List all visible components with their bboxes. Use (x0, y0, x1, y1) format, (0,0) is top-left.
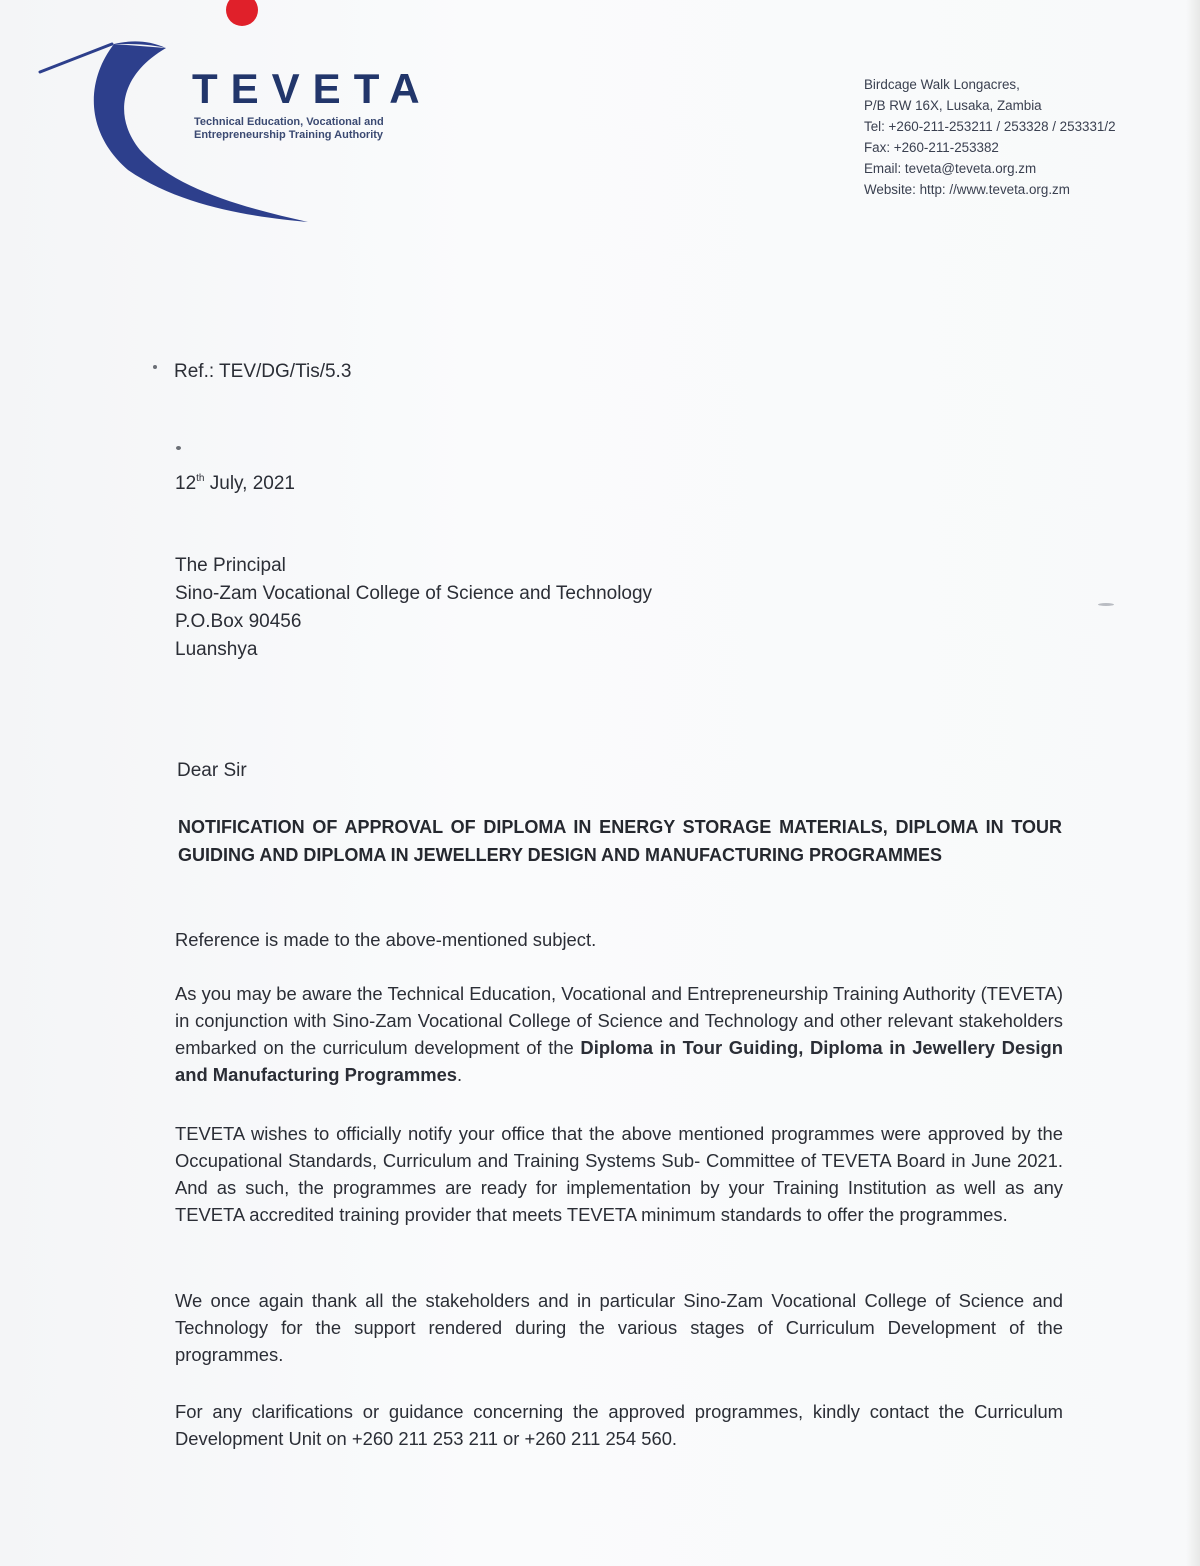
logo-subtitle-line: Technical Education, Vocational and (194, 116, 384, 128)
recipient-line: P.O.Box 90456 (175, 611, 302, 632)
scan-speck (1098, 603, 1114, 606)
teveta-logo (36, 0, 476, 230)
recipient-line: Luanshya (175, 639, 258, 660)
date-suffix: th (196, 473, 205, 484)
paragraph-text: . (457, 1064, 463, 1085)
address-line: Birdcage Walk Longacres, (864, 77, 1020, 92)
logo-subtitle-line: Entrepreneurship Training Authority (194, 129, 384, 141)
paragraph-contact: For any clarifications or guidance concerning the approved programmes, kindly contact the Curriculum Development Unit on +260 211 253 211 or +260 211 254 560. (175, 1401, 1063, 1449)
programme-names: Diploma in Tour Guiding, Diploma in Jewellery Design and Manufacturing Programmes (175, 1037, 1063, 1085)
letterhead-address (864, 74, 1116, 200)
paragraph-thanks: We once again thank all the stakeholders and in particular Sino-Zam Vocational College of Science and Technology for the support rendered during the various stages of Curriculum Development of the programmes. (175, 1290, 1063, 1365)
scan-speck (176, 446, 181, 450)
scan-speck (153, 365, 157, 369)
date-month-year: July, 2021 (204, 473, 295, 494)
fax-line: Fax: +260-211-253382 (864, 140, 999, 155)
email-line: Email: teveta@teveta.org.zm (864, 161, 1037, 176)
date-day: 12 (175, 473, 197, 494)
reference-number: Ref.: TEV/DG/Tis/5.3 (174, 361, 352, 382)
paragraph-approval: TEVETA wishes to officially notify your office that the above mentioned programmes were approved by the Occupational Standards, Curriculum and Training Systems Sub- Committee of TEVETA Board in June 2021. And as such, the programmes are ready for implementation by your Training Institution as well as any TEVETA accredited training provider that meets TEVETA minimum standards to offer the programmes. (175, 1123, 1063, 1225)
logo-swoosh-graphic (36, 0, 476, 230)
page-edge-shadow (1186, 0, 1200, 1566)
paragraph-text: As you may be aware the Technical Education, Vocational and Entrepreneurship Training Authority (TEVETA) in conjunction with Sino-Zam Vocational College of Science and Technology and other relevant stakeholders embarked on the curriculum development of the (175, 983, 1063, 1058)
phone-line: Tel: +260-211-253211 / 253328 / 253331/2 (864, 119, 1116, 134)
salutation: Dear Sir (177, 760, 247, 781)
paragraph-background (175, 980, 1063, 1088)
recipient-line: Sino-Zam Vocational College of Science and Technology (175, 583, 653, 604)
logo-wordmark: TEVETA (192, 65, 433, 112)
address-line: P/B RW 16X, Lusaka, Zambia (864, 98, 1042, 113)
website-line: Website: http: //www.teveta.org.zm (864, 182, 1070, 197)
recipient-address (175, 552, 652, 664)
subject-heading: NOTIFICATION OF APPROVAL OF DIPLOMA IN ENERGY STORAGE MATERIALS, DIPLOMA IN TOUR GUIDING AND DIPLOMA IN JEWELLERY DESIGN AND MANUFACTURING PROGRAMMES (178, 817, 1062, 865)
recipient-line: The Principal (175, 555, 286, 576)
paragraph-reference: Reference is made to the above-mentioned subject. (175, 929, 597, 950)
logo-subtitle (194, 116, 384, 142)
letter-date (175, 470, 295, 498)
